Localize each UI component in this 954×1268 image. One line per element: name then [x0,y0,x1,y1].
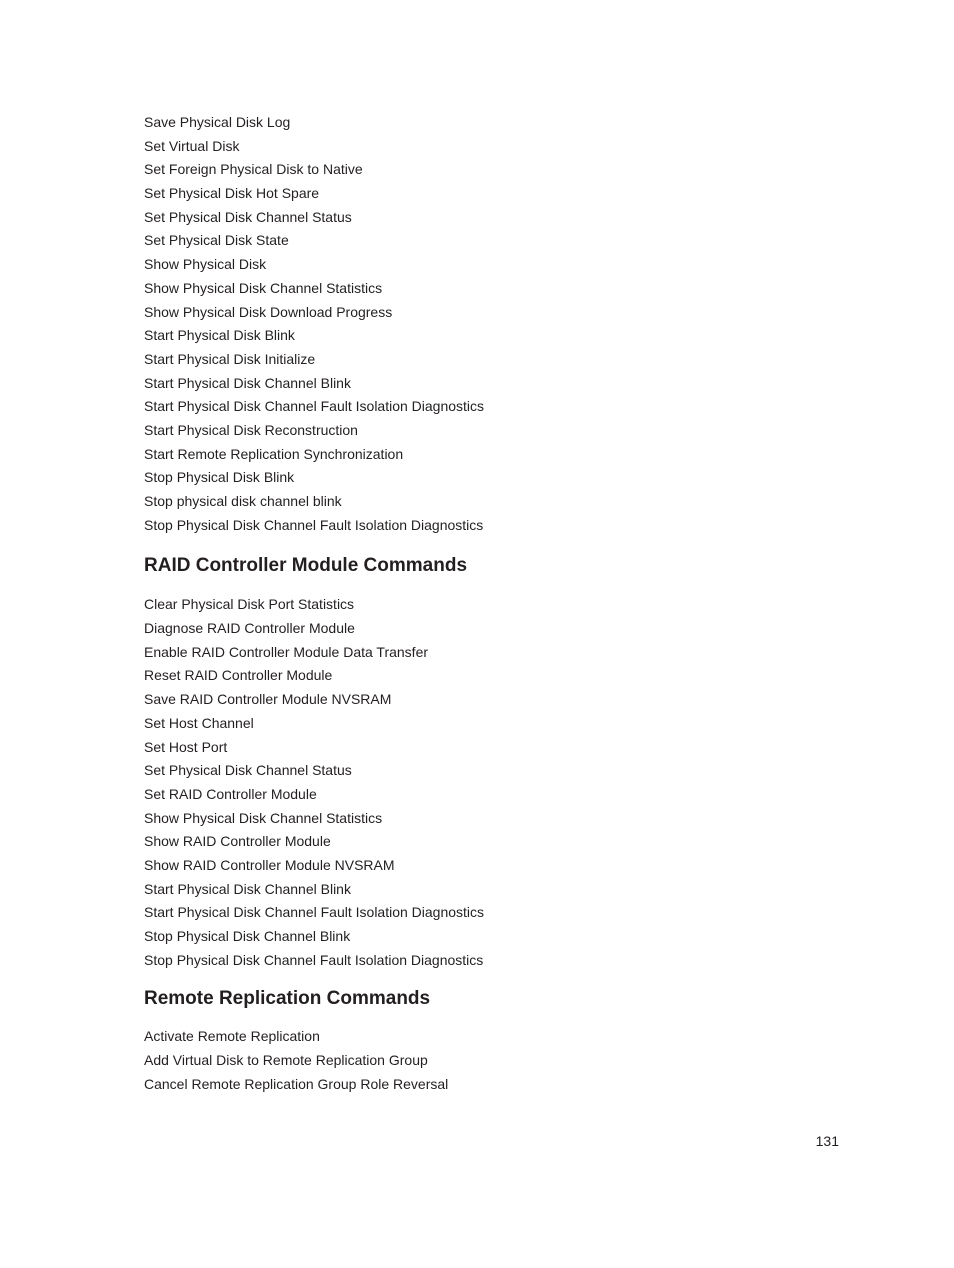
list-item: Reset RAID Controller Module [144,667,333,684]
list-item: Stop Physical Disk Channel Fault Isolation Diagnostics [144,516,484,533]
raid-section-title: RAID Controller Module Commands [144,555,468,577]
list-item: Enable RAID Controller Module Data Transfer [144,643,429,660]
list-item: Show Physical Disk Channel Statistics [144,279,383,296]
list-item: Start Remote Replication Synchronization [144,445,404,462]
list-item: Start Physical Disk Blink [144,327,295,344]
list-item: Show Physical Disk [144,256,267,273]
intro-command-list [144,111,844,537]
list-item: Show Physical Disk Download Progress [144,303,393,320]
list-item: Diagnose RAID Controller Module [144,620,355,637]
list-item: Start Physical Disk Channel Fault Isolation Diagnostics [144,904,485,921]
list-item: Stop Physical Disk Channel Fault Isolation Diagnostics [144,951,484,968]
list-item: Start Physical Disk Channel Blink [144,374,351,391]
list-item: Show RAID Controller Module [144,833,331,850]
list-item: Set Physical Disk Channel Status [144,208,352,225]
list-item: Save Physical Disk Log [144,114,291,130]
list-item: Show Physical Disk Channel Statistics [144,809,383,826]
remote-command-list [144,1025,844,1096]
list-item: Activate Remote Replication [144,1028,320,1045]
list-item: Start Physical Disk Reconstruction [144,421,358,438]
list-item: Set Host Port [144,738,228,755]
list-item: Stop Physical Disk Blink [144,469,295,486]
list-item: Set Virtual Disk [144,137,240,154]
list-item: Start Physical Disk Channel Fault Isolation Diagnostics [144,398,485,415]
list-item: Set Foreign Physical Disk to Native [144,161,363,178]
raid-command-list [144,593,844,972]
list-item: Set RAID Controller Module [144,785,317,802]
list-item: Stop Physical Disk Channel Blink [144,928,351,944]
remote-section-title: Remote Replication Commands [144,988,431,1010]
list-item: Save RAID Controller Module NVSRAM [144,691,392,708]
list-item: Set Host Channel [144,714,254,731]
list-item: Show RAID Controller Module NVSRAM [144,856,395,873]
list-item: Start Physical Disk Channel Blink [144,880,351,897]
list-item: Set Physical Disk Hot Spare [144,185,320,202]
list-item: Start Physical Disk Initialize [144,350,316,367]
list-item: Set Physical Disk Channel Status [144,762,352,779]
list-item: Clear Physical Disk Port Statistics [144,596,355,613]
page-number: 131 [815,1133,839,1149]
list-item: Set Physical Disk State [144,232,289,249]
list-item: Add Virtual Disk to Remote Replication Group [144,1052,428,1069]
page-content [144,111,844,1096]
list-item: Cancel Remote Replication Group Role Reversal [144,1075,449,1092]
list-item: Stop physical disk channel blink [144,493,342,509]
